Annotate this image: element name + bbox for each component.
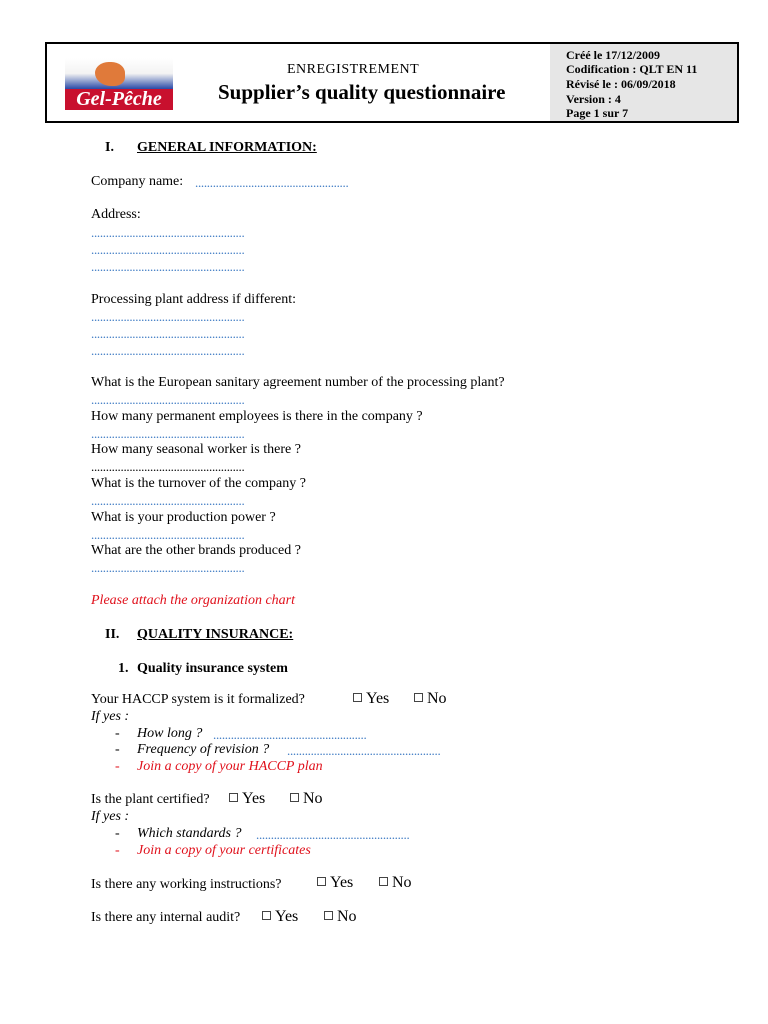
- section-2-number: II.: [105, 627, 120, 642]
- subsection-number: 1.: [118, 661, 129, 676]
- question-haccp: Your HACCP system is it formalized?: [91, 692, 305, 707]
- haccp-yes-checkbox[interactable]: [353, 693, 362, 702]
- header-subtitle: ENREGISTREMENT: [287, 62, 420, 77]
- question-production-power: What is your production power ?: [91, 510, 276, 525]
- header-meta-block: [550, 44, 737, 121]
- if-yes-label: If yes :: [91, 809, 130, 824]
- bullet-dash: -: [115, 843, 120, 858]
- audit-yes-checkbox[interactable]: [262, 911, 271, 920]
- plant-address-field-line[interactable]: ....................................................: [91, 309, 245, 324]
- question-turnover: What is the turnover of the company ?: [91, 476, 306, 491]
- answer-field[interactable]: ....................................................: [91, 459, 245, 474]
- certified-no-option[interactable]: No: [290, 790, 323, 808]
- how-long-label: How long ?: [137, 726, 203, 741]
- attach-organization-chart-note: Please attach the organization chart: [91, 593, 296, 608]
- haccp-yes-option[interactable]: Yes: [353, 690, 389, 708]
- answer-field[interactable]: ....................................................: [91, 527, 245, 542]
- question-internal-audit: Is there any internal audit?: [91, 910, 241, 925]
- question-seasonal-workers: How many seasonal worker is there ?: [91, 442, 301, 457]
- instructions-yes-option[interactable]: Yes: [317, 874, 353, 892]
- address-field-line[interactable]: ....................................................: [91, 259, 245, 274]
- certified-yes-option[interactable]: Yes: [229, 790, 265, 808]
- instructions-yes-checkbox[interactable]: [317, 877, 326, 886]
- question-sanitary-number: What is the European sanitary agreement number of the processing plant?: [91, 375, 505, 390]
- document-header: [45, 42, 739, 123]
- plant-address-field-line[interactable]: ....................................................: [91, 343, 245, 358]
- meta-page: Page 1 sur 7: [566, 106, 629, 120]
- document-title: Supplier’s quality questionnaire: [218, 80, 506, 104]
- answer-field[interactable]: ....................................................: [91, 560, 245, 575]
- question-other-brands: What are the other brands produced ?: [91, 543, 301, 558]
- company-logo: [65, 58, 173, 110]
- address-field-line[interactable]: ....................................................: [91, 225, 245, 240]
- certified-no-checkbox[interactable]: [290, 793, 299, 802]
- header-title-block: [47, 44, 551, 121]
- meta-created: Créé le 17/12/2009: [566, 48, 660, 62]
- join-certificates-note: Join a copy of your certificates: [137, 843, 311, 858]
- which-standards-field[interactable]: ....................................................: [256, 827, 410, 842]
- logo-text: Gel-Pêche: [65, 89, 173, 110]
- answer-field[interactable]: ....................................................: [91, 493, 245, 508]
- audit-no-checkbox[interactable]: [324, 911, 333, 920]
- subsection-title: Quality insurance system: [137, 661, 288, 676]
- meta-codification: Codification : QLT EN 11: [566, 62, 698, 76]
- question-working-instructions: Is there any working instructions?: [91, 877, 282, 892]
- answer-field[interactable]: ....................................................: [91, 392, 245, 407]
- audit-no-option[interactable]: No: [324, 908, 357, 926]
- haccp-no-checkbox[interactable]: [414, 693, 423, 702]
- audit-yes-option[interactable]: Yes: [262, 908, 298, 926]
- bullet-dash: -: [115, 742, 120, 757]
- address-label: Address:: [91, 207, 141, 222]
- how-long-field[interactable]: ....................................................: [213, 727, 367, 742]
- question-certified: Is the plant certified?: [91, 792, 210, 807]
- section-1-number: I.: [105, 140, 114, 155]
- frequency-field[interactable]: ....................................................: [287, 743, 441, 758]
- instructions-no-option[interactable]: No: [379, 874, 412, 892]
- plant-address-label: Processing plant address if different:: [91, 292, 297, 307]
- certified-yes-checkbox[interactable]: [229, 793, 238, 802]
- frequency-label: Frequency of revision ?: [137, 742, 270, 757]
- meta-version: Version : 4: [566, 92, 621, 106]
- question-permanent-employees: How many permanent employees is there in the company ?: [91, 409, 423, 424]
- company-name-label: Company name:: [91, 174, 184, 189]
- if-yes-label: If yes :: [91, 709, 130, 724]
- haccp-no-option[interactable]: No: [414, 690, 447, 708]
- section-1-title: GENERAL INFORMATION:: [137, 140, 317, 155]
- join-haccp-note: Join a copy of your HACCP plan: [137, 759, 323, 774]
- bullet-dash: -: [115, 759, 120, 774]
- section-2-title: QUALITY INSURANCE:: [137, 627, 294, 642]
- answer-field[interactable]: ....................................................: [91, 426, 245, 441]
- meta-revised: Révisé le : 06/09/2018: [566, 77, 676, 91]
- bullet-dash: -: [115, 726, 120, 741]
- shrimp-icon: [95, 62, 125, 86]
- bullet-dash: -: [115, 826, 120, 841]
- instructions-no-checkbox[interactable]: [379, 877, 388, 886]
- which-standards-label: Which standards ?: [137, 826, 242, 841]
- address-field-line[interactable]: ....................................................: [91, 242, 245, 257]
- plant-address-field-line[interactable]: ....................................................: [91, 326, 245, 341]
- company-name-field[interactable]: ....................................................: [195, 175, 349, 190]
